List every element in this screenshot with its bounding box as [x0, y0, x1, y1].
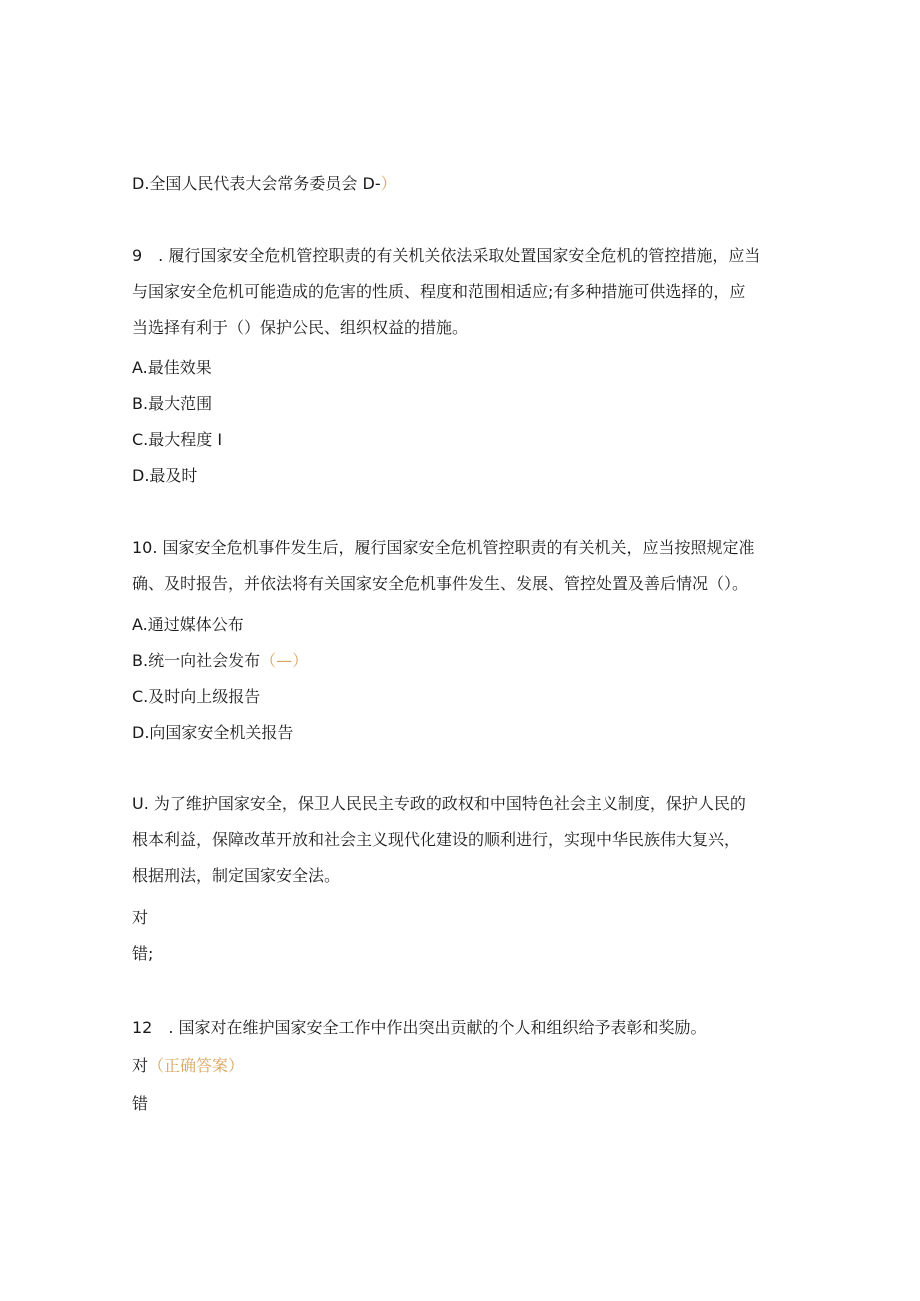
question-9-option-d[interactable]: D.最及时 — [132, 466, 198, 485]
question-9-option-a[interactable]: A.最佳效果 — [132, 358, 212, 377]
question-9-text — [132, 238, 792, 346]
question-11-line-1: U. 为了维护国家安全，保卫人民民主专政的政权和中国特色社会主义制度，保护人民的 — [132, 794, 746, 813]
question-10-option-a[interactable]: A.通过媒体公布 — [132, 615, 244, 634]
question-12-option-true[interactable] — [132, 1056, 244, 1076]
answer-mark: （—） — [260, 651, 309, 670]
question-10-text — [132, 530, 792, 602]
option-text: D.全国人民代表大会常务委员会 D- — [132, 174, 381, 193]
question-9-line-1: 9 . 履行国家安全危机管控职责的有关机关依法采取处置国家安全危机的管控措施，应当 — [132, 246, 761, 265]
question-10-option-d[interactable]: D.向国家安全机关报告 — [132, 723, 294, 742]
question-12-option-false[interactable]: 错 — [132, 1094, 149, 1113]
question-9-option-c[interactable]: C.最大程度 I — [132, 430, 223, 449]
question-10-line-1: 10. 国家安全危机事件发生后，履行国家安全危机管控职责的有关机关，应当按照规定准 — [132, 538, 755, 557]
previous-question-option-d — [132, 174, 397, 194]
question-10-line-2: 确、及时报告，并依法将有关国家安全危机事件发生、发展、管控处置及善后情况（）。 — [132, 574, 749, 593]
question-9-line-2: 与国家安全危机可能造成的危害的性质、程度和范围相适应;有多种措施可供选择的，应 — [132, 282, 746, 301]
question-11-line-3: 根据刑法，制定国家安全法。 — [132, 866, 341, 885]
answer-mark: ） — [380, 174, 397, 193]
option-text: B.统一向社会发布 — [132, 651, 261, 670]
question-9-line-3: 当选择有利于（）保护公民、组织权益的措施。 — [132, 318, 469, 337]
correct-answer-mark: （正确答案） — [148, 1056, 245, 1075]
option-text: 对 — [132, 1056, 149, 1075]
question-11-option-true[interactable]: 对 — [132, 908, 149, 927]
question-10-option-c[interactable]: C.及时向上级报告 — [132, 687, 261, 706]
question-10-option-b[interactable] — [132, 651, 308, 671]
question-12-text — [132, 1010, 792, 1046]
question-11-text — [132, 786, 792, 894]
question-11-option-false[interactable]: 错; — [132, 944, 154, 963]
question-12-line-1: 12 . 国家对在维护国家安全工作中作出突出贡献的个人和组织给予表彰和奖励。 — [132, 1018, 707, 1037]
question-11-line-2: 根本利益，保障改革开放和社会主义现代化建设的顺利进行，实现中华民族伟大复兴， — [132, 830, 741, 849]
question-9-option-b[interactable]: B.最大范围 — [132, 394, 213, 413]
